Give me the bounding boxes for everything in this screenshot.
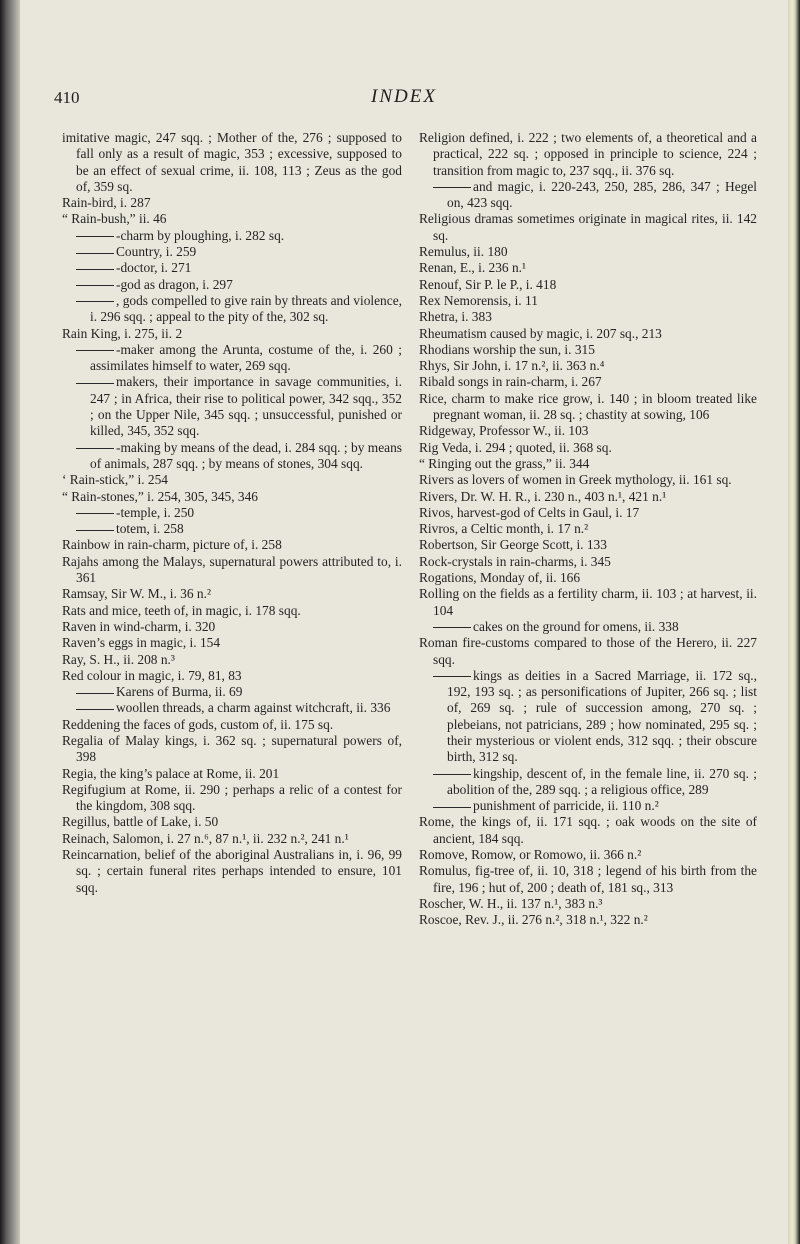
entry-text: -temple, i. 250 (116, 504, 195, 520)
index-entry (419, 814, 757, 847)
index-subentry (62, 293, 402, 326)
repeat-dash (76, 693, 114, 694)
entry-text: Rome, the kings of, ii. 171 sqq. ; oak woods on the site of ancient, 184 sqq. (419, 814, 757, 846)
entry-text: Rhetra, i. 383 (419, 309, 492, 325)
entry-text: Rig Veda, i. 294 ; quoted, ii. 368 sq. (419, 439, 612, 455)
entry-text: totem, i. 258 (116, 521, 184, 537)
entry-text: Ramsay, Sir W. M., i. 36 n.² (62, 586, 211, 602)
entry-text: Karens of Burma, ii. 69 (116, 684, 243, 700)
entry-text: -maker among the Arunta, costume of the, i. 260 ; assimilates himself to water, 269 sqq. (90, 341, 402, 374)
entry-text: -making by means of the dead, i. 284 sqq. ; by means of animals, 287 sqq. ; by means of stones, 304 sqq. (90, 439, 402, 471)
entry-text: and magic, i. 220-243, 250, 285, 286, 347 ; Hegel on, 423 sqq. (447, 178, 757, 211)
repeat-dash (433, 676, 471, 677)
index-subentry (62, 505, 402, 521)
index-entry (419, 244, 757, 260)
entry-text: Raven’s eggs in magic, i. 154 (62, 635, 221, 651)
entry-text: Roman fire-customs compared to those of the Herero, ii. 227 sqq. (419, 635, 757, 667)
index-subentry (419, 766, 757, 799)
entry-text: ‘ Rain-stick,” i. 254 (62, 472, 168, 488)
index-subentry (419, 798, 757, 814)
index-entry (62, 130, 402, 195)
index-entry (419, 260, 757, 276)
entry-text: Reinach, Salomon, i. 27 n.⁶, 87 n.¹, ii. 232 n.², 241 n.¹ (62, 830, 349, 846)
index-subentry (62, 244, 402, 260)
index-entry (419, 863, 757, 896)
repeat-dash (76, 236, 114, 237)
entry-text: Rolling on the fields as a fertility charm, ii. 103 ; at harvest, ii. 104 (419, 586, 757, 618)
entry-text: Rock-crystals in rain-charms, i. 345 (419, 553, 611, 569)
entry-text: Renouf, Sir P. le P., i. 418 (419, 276, 557, 292)
page-number: 410 (54, 88, 80, 107)
index-entry (62, 733, 402, 766)
index-entry (419, 554, 757, 570)
index-subentry (62, 440, 402, 473)
index-subentry (419, 668, 757, 766)
index-entry (62, 195, 402, 211)
entry-text: kingship, descent of, in the female line, ii. 270 sq. ; abolition of the, 289 sqq. ; a religious office, 289 (447, 765, 757, 797)
entry-text: -god as dragon, i. 297 (116, 276, 233, 292)
entry-text: Rhys, Sir John, i. 17 n.², ii. 363 n.⁴ (419, 358, 605, 374)
repeat-dash (76, 269, 114, 270)
entry-text: Rice, charm to make rice grow, i. 140 ; in bloom treated like pregnant woman, ii. 28 sq. ; chastity at sowing, 106 (419, 390, 757, 423)
entry-text: Red colour in magic, i. 79, 81, 83 (62, 667, 242, 683)
entry-text: Regifugium at Rome, ii. 290 ; perhaps a relic of a contest for the kingdom, 308 sqq. (62, 781, 402, 814)
entry-text: Regalia of Malay kings, i. 362 sq. ; supernatural powers of, 398 (62, 732, 402, 765)
index-entry (419, 896, 757, 912)
entry-text: Ribald songs in rain-charm, i. 267 (419, 374, 602, 390)
entry-text: Reincarnation, belief of the aboriginal Australians in, i. 96, 99 sq. ; certain funeral rites perhaps intended to ensure, 101 sqq. (62, 847, 402, 895)
index-column-left (62, 130, 402, 896)
entry-text: Remulus, ii. 180 (419, 244, 508, 260)
index-entry (419, 293, 757, 309)
entry-text: Rain King, i. 275, ii. 2 (62, 325, 183, 341)
entry-text: Raven in wind-charm, i. 320 (62, 618, 216, 634)
index-entry (62, 668, 402, 684)
page-edge (788, 0, 800, 1244)
index-entry (419, 505, 757, 521)
book-page (20, 0, 788, 1244)
repeat-dash (76, 709, 114, 710)
entry-text: Rogations, Monday of, ii. 166 (419, 570, 581, 586)
entry-text: Romulus, fig-tree of, ii. 10, 318 ; legend of his birth from the fire, 196 ; hut of, 200 ; death of, 181 sq., 313 (419, 863, 757, 895)
index-entry (419, 309, 757, 325)
entry-text: woollen threads, a charm against witchcraft, ii. 336 (116, 700, 391, 716)
index-subentry (62, 374, 402, 439)
index-entry (62, 652, 402, 668)
index-entry (62, 326, 402, 342)
index-entry (62, 766, 402, 782)
index-subentry (62, 342, 402, 375)
entry-text: Regillus, battle of Lake, i. 50 (62, 814, 219, 830)
index-entry (419, 211, 757, 244)
entry-text: Roscher, W. H., ii. 137 n.¹, 383 n.³ (419, 895, 603, 911)
entry-text: Country, i. 259 (116, 244, 197, 260)
index-entry (419, 489, 757, 505)
entry-text: kings as deities in a Sacred Marriage, ii. 172 sq., 192, 193 sq. ; as personifications of Jupiter, 266 sq. ; list of, 269 sq. ; rule of succession among, 270 sq. ; plebeians, not patricians, 289 ; how nominated, 295 sq. ; their mysterious or violent ends, 312 sqq. ; their obscure birth, 312 sq. (447, 667, 757, 765)
index-entry (419, 570, 757, 586)
repeat-dash (76, 301, 114, 302)
index-entry (419, 847, 757, 863)
index-entry (419, 912, 757, 928)
entry-text: Rivros, a Celtic month, i. 17 n.² (419, 521, 589, 537)
repeat-dash (433, 627, 471, 628)
repeat-dash (433, 807, 471, 808)
index-subentry (62, 521, 402, 537)
repeat-dash (76, 513, 114, 514)
index-entry (62, 782, 402, 815)
index-subentry (62, 700, 402, 716)
entry-text: “ Rain-bush,” ii. 46 (62, 211, 167, 227)
index-subentry (419, 179, 757, 212)
index-entry (419, 586, 757, 619)
entry-text: Ridgeway, Professor W., ii. 103 (419, 423, 589, 439)
index-entry (419, 277, 757, 293)
entry-text: Rain-bird, i. 287 (62, 195, 151, 211)
entry-text: Rainbow in rain-charm, picture of, i. 258 (62, 537, 282, 553)
index-subentry (62, 277, 402, 293)
index-entry (62, 603, 402, 619)
index-subentry (62, 684, 402, 700)
entry-text: Reddening the faces of gods, custom of, ii. 175 sq. (62, 716, 334, 732)
index-entry (62, 831, 402, 847)
index-entry (419, 130, 757, 179)
entry-text: imitative magic, 247 sqq. ; Mother of the, 276 ; supposed to fall only as a result of magic, 353 ; excessive, supposed to be an effect of sexual crime, ii. 108, 113 ; Zeus as the god of, 359 sq. (62, 130, 402, 194)
index-entry (419, 635, 757, 668)
index-entry (62, 489, 402, 505)
entry-text: -doctor, i. 271 (116, 260, 192, 276)
entry-text: Roscoe, Rev. J., ii. 276 n.², 318 n.¹, 322 n.² (419, 912, 648, 928)
index-entry (419, 423, 757, 439)
entry-text: Rajahs among the Malays, supernatural powers attributed to, i. 361 (62, 553, 402, 586)
index-entry (419, 472, 757, 488)
entry-text: Romove, Romow, or Romowo, ii. 366 n.² (419, 847, 642, 863)
index-entry (419, 374, 757, 390)
entry-text: Regia, the king’s palace at Rome, ii. 201 (62, 765, 280, 781)
entry-text: Religion defined, i. 222 ; two elements of, a theoretical and a practical, 222 sq. ; opposed in principle to science, 224 ; transition from magic to, 237 sqq., ii. 376 sq. (419, 130, 757, 178)
index-entry (62, 814, 402, 830)
entry-text: -charm by ploughing, i. 282 sq. (116, 227, 285, 243)
entry-text: Rheumatism caused by magic, i. 207 sq., 213 (419, 325, 662, 341)
entry-text: , gods compelled to give rain by threats and violence, i. 296 sqq. ; appeal to the pity of the, 302 sq. (90, 292, 402, 325)
repeat-dash (76, 350, 114, 351)
entry-text: Rats and mice, teeth of, in magic, i. 178 sqq. (62, 602, 301, 618)
index-entry (419, 456, 757, 472)
repeat-dash (76, 383, 114, 384)
index-subentry (62, 228, 402, 244)
index-entry (62, 847, 402, 896)
repeat-dash (76, 285, 114, 286)
index-entry (62, 554, 402, 587)
entry-text: Rivers as lovers of women in Greek mythology, ii. 161 sq. (419, 472, 732, 488)
repeat-dash (76, 253, 114, 254)
index-entry (419, 440, 757, 456)
index-entry (419, 326, 757, 342)
entry-text: “ Ringing out the grass,” ii. 344 (419, 455, 590, 471)
entry-text: cakes on the ground for omens, ii. 338 (473, 618, 679, 634)
index-entry (419, 391, 757, 424)
index-entry (419, 358, 757, 374)
repeat-dash (76, 448, 114, 449)
index-entry (62, 472, 402, 488)
index-entry (419, 342, 757, 358)
entry-text: Rivers, Dr. W. H. R., i. 230 n., 403 n.¹, 421 n.¹ (419, 488, 667, 504)
repeat-dash (433, 774, 471, 775)
book-spine-shadow (0, 0, 20, 1244)
entry-text: Robertson, Sir George Scott, i. 133 (419, 537, 607, 553)
index-entry (62, 211, 402, 227)
entry-text: Religious dramas sometimes originate in magical rites, ii. 142 sq. (419, 211, 757, 243)
entry-text: makers, their importance in savage communities, i. 247 ; in Africa, their rise to political power, 342 sqq., 352 ; on the Upper Nile, 345 sqq. ; unsuccessful, punished or killed, 345, 352 sqq. (90, 374, 402, 439)
index-entry (62, 586, 402, 602)
index-entry (419, 537, 757, 553)
index-column-right (419, 130, 757, 929)
entry-text: “ Rain-stones,” i. 254, 305, 345, 346 (62, 488, 259, 504)
page-header (20, 84, 788, 114)
repeat-dash (76, 530, 114, 531)
running-title: INDEX (371, 86, 437, 107)
entry-text: Ray, S. H., ii. 208 n.³ (62, 651, 175, 667)
index-subentry (419, 619, 757, 635)
entry-text: Renan, E., i. 236 n.¹ (419, 260, 527, 276)
index-entry (62, 619, 402, 635)
repeat-dash (433, 187, 471, 188)
index-entry (62, 635, 402, 651)
index-entry (62, 717, 402, 733)
entry-text: Rex Nemorensis, i. 11 (419, 292, 538, 308)
index-entry (62, 537, 402, 553)
index-entry (419, 521, 757, 537)
index-subentry (62, 260, 402, 276)
entry-text: Rivos, harvest-god of Celts in Gaul, i. 17 (419, 504, 640, 520)
entry-text: punishment of parricide, ii. 110 n.² (473, 798, 659, 814)
entry-text: Rhodians worship the sun, i. 315 (419, 341, 595, 357)
